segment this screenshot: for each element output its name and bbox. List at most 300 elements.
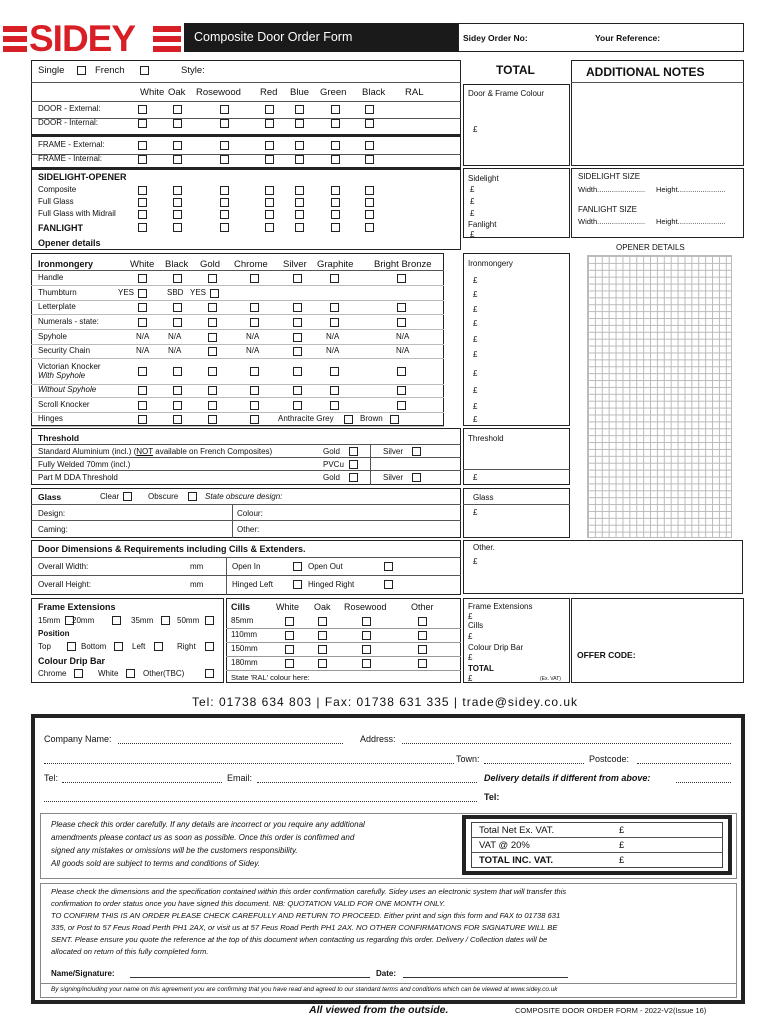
order-ref-box[interactable] — [458, 23, 744, 52]
reference-label: Your Reference: — [595, 33, 661, 43]
cill-checkbox[interactable] — [418, 617, 427, 626]
pound-sign: £ — [473, 305, 478, 314]
frame-rows-checkbox[interactable] — [220, 141, 229, 150]
open-out-checkbox[interactable] — [384, 562, 393, 571]
divider — [31, 358, 444, 359]
iron-checkbox[interactable] — [138, 401, 147, 410]
door-rows-checkbox[interactable] — [331, 119, 340, 128]
bottom-checkbox[interactable] — [114, 642, 123, 651]
cill-checkbox[interactable] — [318, 617, 327, 626]
door-rows-label: DOOR - Internal: — [38, 118, 99, 127]
iron-header-2: Gold — [200, 259, 221, 270]
na-label: N/A — [326, 332, 340, 341]
sidelight-checkbox[interactable] — [295, 210, 304, 219]
pound-sign: £ — [473, 125, 478, 134]
opener-details-grid[interactable] — [587, 255, 732, 538]
anthracite-label: Anthracite Grey — [278, 414, 334, 423]
divider — [31, 270, 444, 271]
iron-checkbox[interactable] — [330, 303, 339, 312]
iron-checkbox[interactable] — [138, 386, 147, 395]
divider — [226, 628, 461, 629]
frame-rows-checkbox[interactable] — [365, 141, 374, 150]
form-id: COMPOSITE DOOR ORDER FORM - 2022-V2(Issue 16) — [515, 1006, 707, 1015]
tel-field[interactable] — [62, 782, 222, 783]
iron-checkbox[interactable] — [397, 274, 406, 283]
hinge-checkbox[interactable] — [208, 415, 217, 424]
iron-row-label: Hinges — [38, 414, 63, 423]
divider — [31, 329, 444, 330]
divider — [31, 444, 461, 445]
delivery-field[interactable] — [676, 782, 731, 783]
drip-bar-total-label: Colour Drip Bar — [468, 643, 524, 652]
divider — [31, 344, 444, 345]
door-rows-checkbox[interactable] — [331, 105, 340, 114]
with-spyhole-label: With Spyhole — [38, 371, 86, 380]
hinge-checkbox[interactable] — [173, 415, 182, 424]
sidelight-checkbox[interactable] — [331, 198, 340, 207]
sidelight-checkbox[interactable] — [138, 186, 147, 195]
cill-checkbox[interactable] — [285, 631, 294, 640]
name-signature-label: Name/Signature: — [51, 969, 115, 978]
brown-checkbox[interactable] — [390, 415, 399, 424]
cill-checkbox[interactable] — [362, 617, 371, 626]
fanlight-width: Width....................... — [578, 217, 646, 226]
iron-checkbox[interactable] — [208, 318, 217, 327]
fanlight-checkbox[interactable] — [265, 223, 274, 232]
cill-checkbox[interactable] — [362, 645, 371, 654]
pound-sign: £ — [470, 197, 475, 206]
address-field[interactable] — [402, 743, 731, 744]
sidelight-checkbox[interactable] — [138, 210, 147, 219]
door-rows-checkbox[interactable] — [173, 119, 182, 128]
cill-header: Oak — [314, 602, 331, 612]
check-text-line: All goods sold are subject to terms and conditions of Sidey. — [51, 859, 260, 868]
door-rows-checkbox[interactable] — [295, 119, 304, 128]
frame-rows-checkbox[interactable] — [331, 141, 340, 150]
sidelight-width: Width....................... — [578, 185, 646, 194]
iron-checkbox[interactable] — [397, 318, 406, 327]
ext-size-checkbox[interactable] — [205, 616, 214, 625]
threshold-pvcu-checkbox[interactable] — [349, 460, 358, 469]
town-field[interactable] — [484, 763, 584, 764]
sidelight-height: Height....................... — [656, 185, 726, 194]
total-heading: TOTAL — [496, 63, 535, 77]
door-rows-checkbox[interactable] — [295, 105, 304, 114]
frame-rows-checkbox[interactable] — [173, 155, 182, 164]
iron-checkbox[interactable] — [293, 274, 302, 283]
iron-checkbox[interactable] — [173, 401, 182, 410]
confirm-text-line: Please check the dimensions and the specification contained within this order confirmation carefully. Sidey uses an electronic system that will transfer this — [51, 887, 567, 896]
iron-checkbox[interactable] — [173, 367, 182, 376]
sidelight-checkbox[interactable] — [220, 210, 229, 219]
frame-rows-checkbox[interactable] — [295, 141, 304, 150]
fanlight-checkbox[interactable] — [365, 223, 374, 232]
iron-checkbox[interactable] — [293, 333, 302, 342]
fanlight-label: Fanlight — [468, 220, 497, 229]
cill-header: White — [276, 602, 300, 612]
sidelight-checkbox[interactable] — [331, 210, 340, 219]
divider — [226, 642, 461, 643]
divider — [31, 457, 461, 458]
pound-sign: £ — [473, 415, 478, 424]
threshold-silver-label: Silver — [383, 447, 404, 456]
total-col-ironmongery[interactable] — [463, 253, 570, 426]
colour-header-white: White — [140, 87, 165, 98]
iron-checkbox[interactable] — [173, 386, 182, 395]
divider — [226, 656, 461, 657]
divider — [31, 412, 444, 413]
form-title: Composite Door Order Form — [194, 30, 353, 44]
door-frame-colour-label: Door & Frame Colour — [468, 89, 545, 98]
right-checkbox[interactable] — [205, 642, 214, 651]
drip-bar-title: Colour Drip Bar — [38, 656, 106, 666]
iron-checkbox[interactable] — [173, 303, 182, 312]
email-field[interactable] — [257, 782, 477, 783]
sidelight-checkbox[interactable] — [365, 198, 374, 207]
date-field[interactable] — [403, 977, 568, 978]
sidelight-checkbox[interactable] — [295, 198, 304, 207]
pound-sign: £ — [473, 508, 478, 517]
drip-chrome-label: Chrome — [38, 669, 67, 678]
hinge-checkbox[interactable] — [138, 415, 147, 424]
sidelight-checkbox[interactable] — [365, 210, 374, 219]
sidelight-checkbox[interactable] — [173, 186, 182, 195]
door-rows-checkbox[interactable] — [138, 105, 147, 114]
sidelight-size-label: SIDELIGHT SIZE — [578, 172, 641, 181]
vat-pound[interactable]: £ — [619, 840, 625, 851]
fanlight-checkbox[interactable] — [173, 223, 182, 232]
divider — [463, 504, 570, 505]
pound-sign: £ — [473, 335, 478, 344]
iron-checkbox[interactable] — [208, 333, 217, 342]
fanlight-checkbox[interactable] — [138, 223, 147, 232]
cill-checkbox[interactable] — [362, 631, 371, 640]
cill-checkbox[interactable] — [318, 659, 327, 668]
ex-vat-label: (Ex. VAT) — [540, 676, 561, 682]
hinged-left-label: Hinged Left — [232, 580, 273, 589]
iron-checkbox[interactable] — [208, 367, 217, 376]
other-box[interactable] — [463, 540, 743, 594]
na-label: N/A — [136, 332, 150, 341]
threshold-gold2-checkbox[interactable] — [349, 473, 358, 482]
iron-checkbox[interactable] — [293, 401, 302, 410]
order-no-label: Sidey Order No: — [463, 33, 528, 43]
email-label: Email: — [227, 773, 253, 783]
opener-details-title: Opener details — [38, 238, 101, 248]
check-text-line: signed any mistakes or omissions will be the customers responsibility. — [51, 846, 298, 855]
frame-rows-label: FRAME - External: — [38, 140, 105, 149]
total-net-pound[interactable]: £ — [619, 825, 625, 836]
company-field[interactable] — [118, 743, 343, 744]
iron-checkbox[interactable] — [208, 386, 217, 395]
door-rows-checkbox[interactable] — [265, 119, 274, 128]
iron-checkbox[interactable] — [250, 401, 259, 410]
sidelight-checkbox[interactable] — [295, 186, 304, 195]
position-label: Position — [38, 629, 70, 638]
open-in-checkbox[interactable] — [293, 562, 302, 571]
iron-checkbox[interactable] — [293, 318, 302, 327]
total-inc-pound[interactable]: £ — [619, 855, 625, 866]
threshold-not-text: NOT — [136, 447, 154, 456]
open-out-label: Open Out — [308, 562, 343, 571]
divider — [31, 557, 461, 558]
sidelight-checkbox[interactable] — [265, 210, 274, 219]
sidelight-checkbox[interactable] — [173, 210, 182, 219]
door-rows-checkbox[interactable] — [220, 119, 229, 128]
cill-checkbox[interactable] — [362, 659, 371, 668]
pound-sign: £ — [470, 230, 475, 239]
iron-checkbox[interactable] — [330, 274, 339, 283]
check-text-line: Please check this order carefully. If any details are incorrect or you require any additional — [51, 820, 365, 829]
drip-other-label: Other(TBC) — [143, 669, 185, 678]
sidelight-checkbox[interactable] — [220, 186, 229, 195]
glass-caming-label: Caming: — [38, 525, 68, 534]
frame-rows-checkbox[interactable] — [295, 155, 304, 164]
iron-checkbox[interactable] — [208, 401, 217, 410]
divider — [571, 82, 744, 83]
iron-checkbox[interactable] — [250, 303, 259, 312]
cills-title: Cills — [231, 602, 251, 612]
hinged-left-checkbox[interactable] — [293, 580, 302, 589]
iron-checkbox[interactable] — [330, 367, 339, 376]
frame-rows-checkbox[interactable] — [138, 141, 147, 150]
thumbturn-sbd-checkbox[interactable] — [210, 289, 219, 298]
pound-sign: £ — [468, 653, 473, 662]
french-checkbox[interactable] — [140, 66, 149, 75]
address-line-2[interactable] — [44, 763, 454, 764]
signature-field[interactable] — [130, 977, 370, 978]
pound-sign: £ — [470, 185, 475, 194]
cill-header: Rosewood — [344, 602, 387, 612]
frame-rows-checkbox[interactable] — [265, 155, 274, 164]
cill-checkbox[interactable] — [418, 645, 427, 654]
left-checkbox[interactable] — [154, 642, 163, 651]
iron-checkbox[interactable] — [250, 318, 259, 327]
total-net-label: Total Net Ex. VAT. — [479, 825, 555, 836]
drip-white-checkbox[interactable] — [126, 669, 135, 678]
na-label: N/A — [326, 346, 340, 355]
vat-label: VAT @ 20% — [479, 840, 530, 851]
frame-rows-checkbox[interactable] — [265, 141, 274, 150]
single-label: Single — [38, 65, 65, 76]
fanlight-checkbox[interactable] — [295, 223, 304, 232]
iron-checkbox[interactable] — [208, 303, 217, 312]
threshold-silver-checkbox[interactable] — [412, 447, 421, 456]
divider — [40, 983, 737, 984]
colour-header-ral: RAL — [405, 87, 424, 98]
cill-row-label: 180mm — [231, 658, 258, 667]
door-rows-checkbox[interactable] — [173, 105, 182, 114]
cill-checkbox[interactable] — [318, 645, 327, 654]
date-label: Date: — [376, 969, 397, 978]
divider — [471, 852, 723, 853]
threshold-standard-end: available on French Composites) — [153, 447, 273, 456]
overall-width-label: Overall Width: — [38, 562, 89, 571]
divider — [31, 504, 461, 505]
frame-rows-checkbox[interactable] — [138, 155, 147, 164]
divider — [370, 444, 371, 485]
iron-checkbox[interactable] — [250, 274, 259, 283]
delivery-line-2[interactable] — [44, 801, 477, 802]
company-label: Company Name: — [44, 734, 112, 744]
iron-checkbox[interactable] — [293, 386, 302, 395]
additional-notes-box[interactable] — [571, 60, 744, 166]
sidelight-checkbox[interactable] — [220, 198, 229, 207]
pound-sign: £ — [473, 276, 478, 285]
state-ral-label: State 'RAL' colour here: — [231, 673, 310, 682]
iron-checkbox[interactable] — [293, 303, 302, 312]
iron-checkbox[interactable] — [208, 347, 217, 356]
iron-checkbox[interactable] — [330, 386, 339, 395]
iron-checkbox[interactable] — [138, 274, 147, 283]
divider — [31, 575, 461, 576]
iron-checkbox[interactable] — [173, 274, 182, 283]
additional-notes-heading: ADDITIONAL NOTES — [586, 65, 705, 79]
iron-checkbox[interactable] — [138, 318, 147, 327]
pound-sign: £ — [473, 402, 478, 411]
single-checkbox[interactable] — [77, 66, 86, 75]
cill-checkbox[interactable] — [285, 645, 294, 654]
threshold-pvcu-label: PVCu — [323, 460, 344, 469]
fanlight-size-label: FANLIGHT SIZE — [578, 205, 637, 214]
sidelight-checkbox[interactable] — [331, 186, 340, 195]
door-rows-checkbox[interactable] — [365, 119, 374, 128]
sidelight-checkbox[interactable] — [138, 198, 147, 207]
iron-header-3: Chrome — [234, 259, 268, 270]
cill-row-label: 110mm — [231, 630, 258, 639]
cill-checkbox[interactable] — [418, 659, 427, 668]
iron-checkbox[interactable] — [208, 274, 217, 283]
iron-checkbox[interactable] — [330, 318, 339, 327]
thumbturn-yes-checkbox[interactable] — [138, 289, 147, 298]
top-label: Top — [38, 642, 51, 651]
hinged-right-label: Hinged Right — [308, 580, 355, 589]
form-title-bar — [184, 23, 458, 52]
iron-row-label: Victorian Knocker — [38, 362, 101, 371]
frame-rows-checkbox[interactable] — [220, 155, 229, 164]
iron-checkbox[interactable] — [138, 367, 147, 376]
glass-design-label: Design: — [38, 509, 66, 518]
iron-checkbox[interactable] — [293, 347, 302, 356]
divider — [31, 520, 461, 521]
na-label: N/A — [246, 346, 260, 355]
threshold-title: Threshold — [38, 433, 80, 443]
cill-checkbox[interactable] — [285, 659, 294, 668]
iron-row-label: Spyhole — [38, 332, 67, 341]
opener-details-heading: OPENER DETAILS — [616, 243, 685, 252]
ext-size-label: 35mm — [131, 616, 154, 625]
threshold-standard — [38, 447, 272, 456]
colour-header-black: Black — [362, 87, 386, 98]
sidelight-checkbox[interactable] — [265, 198, 274, 207]
door-rows-checkbox[interactable] — [138, 119, 147, 128]
sidelight-title: SIDELIGHT-OPENER — [38, 172, 127, 182]
colour-header-red: Red — [260, 87, 278, 98]
anthracite-checkbox[interactable] — [344, 415, 353, 424]
glass-total-label: Glass — [473, 493, 494, 502]
confirm-text-line: TO CONFIRM THIS IS AN ORDER PLEASE CHECK CAREFULLY AND RETURN TO PROCEED. Either print and sign this form and FAX to 01738 631 — [51, 911, 561, 920]
offer-code-label: OFFER CODE: — [577, 650, 636, 660]
ext-size-checkbox[interactable] — [161, 616, 170, 625]
delivery-label: Delivery details if different from above: — [484, 773, 651, 783]
pound-sign: £ — [473, 557, 478, 566]
frame-rows-checkbox[interactable] — [331, 155, 340, 164]
hinged-right-checkbox[interactable] — [384, 580, 393, 589]
dimensions-title: Door Dimensions & Requirements including Cills & Extenders. — [38, 544, 306, 554]
threshold-partm: Part M DDA Threshold — [38, 473, 118, 482]
fanlight-checkbox[interactable] — [220, 223, 229, 232]
cill-checkbox[interactable] — [285, 617, 294, 626]
iron-checkbox[interactable] — [397, 401, 406, 410]
cill-row-label: 85mm — [231, 616, 254, 625]
frame-rows-checkbox[interactable] — [173, 141, 182, 150]
sidelight-checkbox[interactable] — [265, 186, 274, 195]
glass-obscure-checkbox[interactable] — [188, 492, 197, 501]
threshold-welded: Fully Welded 70mm (incl.) — [38, 460, 131, 469]
door-rows-checkbox[interactable] — [265, 105, 274, 114]
iron-row-label: Thumbturn — [38, 288, 77, 297]
drip-chrome-checkbox[interactable] — [74, 669, 83, 678]
bottom-label: Bottom — [81, 642, 107, 651]
yes-label: YES — [118, 288, 135, 297]
tel-label: Tel: — [44, 773, 59, 783]
hinge-checkbox[interactable] — [250, 415, 259, 424]
confirm-text-line: 335, or Post to 57 Feus Road Perth PH1 2AX, or visit us at 57 Feus Road Perth PH1 2AX. NO OTHER CONFIRMATIONS FOR SIGNATURE WILL BE — [51, 923, 558, 932]
iron-checkbox[interactable] — [250, 367, 259, 376]
na-label: N/A — [396, 346, 410, 355]
divider — [226, 670, 461, 671]
iron-checkbox[interactable] — [138, 303, 147, 312]
glass-state-label: State obscure design: — [205, 492, 283, 501]
iron-checkbox[interactable] — [397, 303, 406, 312]
iron-checkbox[interactable] — [397, 367, 406, 376]
pound-sign: £ — [473, 350, 478, 359]
cill-checkbox[interactable] — [318, 631, 327, 640]
postcode-field[interactable] — [637, 763, 731, 764]
threshold-silver2-label: Silver — [383, 473, 404, 482]
cill-checkbox[interactable] — [418, 631, 427, 640]
glass-clear-checkbox[interactable] — [123, 492, 132, 501]
threshold-total-label: Threshold — [468, 434, 504, 443]
divider — [226, 557, 227, 595]
iron-checkbox[interactable] — [330, 401, 339, 410]
ext-size-label: 50mm — [177, 616, 200, 625]
door-rows-checkbox[interactable] — [220, 105, 229, 114]
threshold-silver2-checkbox[interactable] — [412, 473, 421, 482]
fanlight-checkbox[interactable] — [331, 223, 340, 232]
threshold-gold-checkbox[interactable] — [349, 447, 358, 456]
threshold-gold-label: Gold — [323, 447, 340, 456]
divider — [232, 504, 233, 538]
frame-rows-checkbox[interactable] — [365, 155, 374, 164]
door-rows-checkbox[interactable] — [365, 105, 374, 114]
left-label: Left — [132, 642, 146, 651]
iron-checkbox[interactable] — [397, 386, 406, 395]
ext-size-checkbox[interactable] — [112, 616, 121, 625]
top-checkbox[interactable] — [67, 642, 76, 651]
drip-other-checkbox[interactable] — [205, 669, 214, 678]
iron-checkbox[interactable] — [293, 367, 302, 376]
confirm-text-line: confirmation to order status once you have signed this document. NB: QUOTATION VALID FOR ONE MONTH ONLY. — [51, 899, 446, 908]
cill-row-label: 150mm — [231, 644, 258, 653]
sidelight-checkbox[interactable] — [173, 198, 182, 207]
sidelight-checkbox[interactable] — [365, 186, 374, 195]
iron-checkbox[interactable] — [173, 318, 182, 327]
iron-checkbox[interactable] — [250, 386, 259, 395]
sidelight-row-label: Full Glass — [38, 197, 74, 206]
offer-code-box[interactable] — [571, 598, 744, 683]
glass-colour-label: Colour: — [237, 509, 263, 518]
